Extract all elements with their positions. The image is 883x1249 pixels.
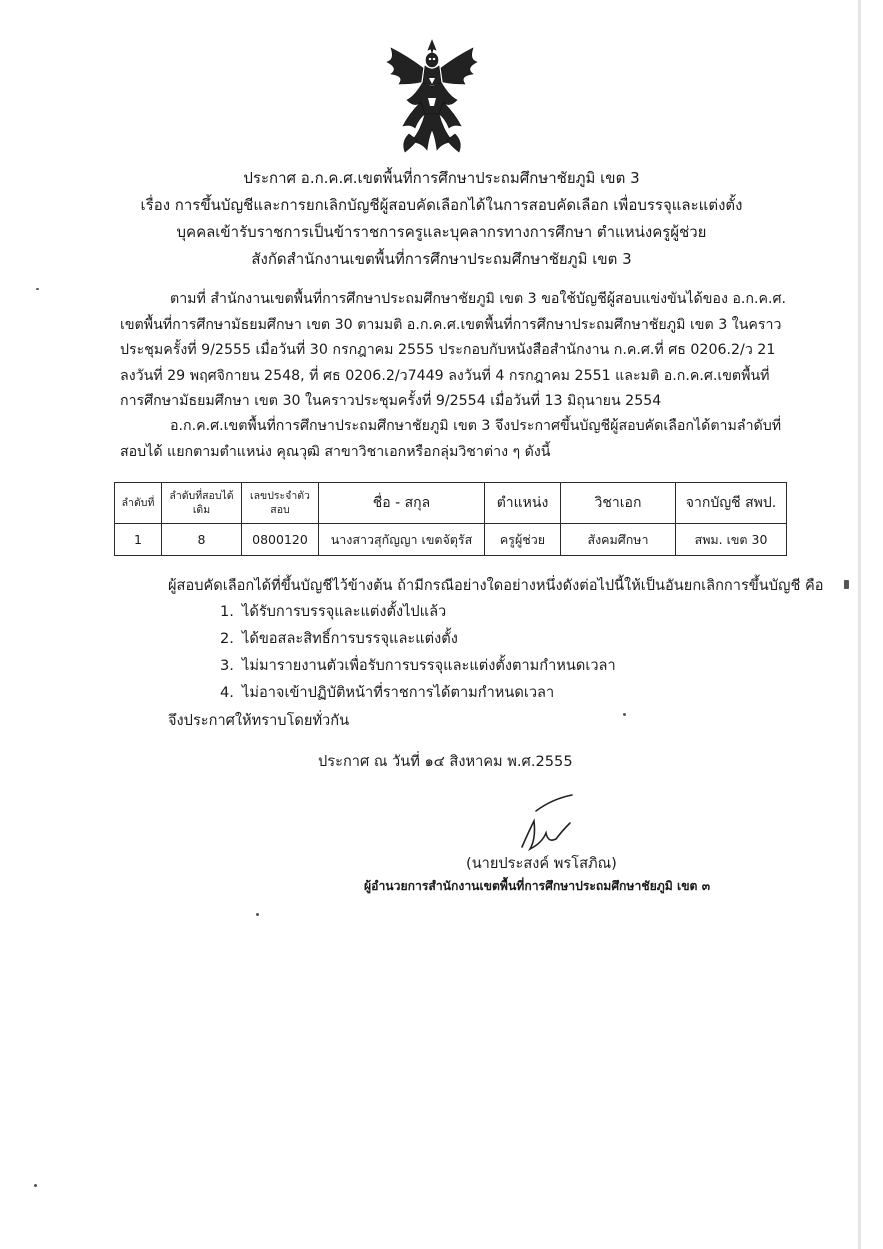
cell-name: นางสาวสุกัญญา เขตจัตุรัส <box>319 524 485 556</box>
body-paragraph-2 <box>120 414 800 465</box>
signer-title: ผู้อำนวยการสำนักงานเขตพื้นที่การศึกษาประถมศึกษาชัยภูมิ เขต ๓ <box>364 879 711 893</box>
cell-source-list: สพม. เขต 30 <box>676 524 787 556</box>
announcement-date: ประกาศ ณ วันที่ ๑๔ สิงหาคม พ.ศ.2555 <box>318 753 573 770</box>
scan-speck <box>623 713 626 716</box>
garuda-emblem-icon <box>381 38 483 156</box>
conditions-intro: ผู้สอบคัดเลือกได้ที่ขึ้นบัญชีไว้ข้างต้น ถ้ามีกรณีอย่างใดอย่างหนึ่งดังต่อไปนี้ให้เป็นอันยกเลิกการขึ้นบัญชี คือ <box>168 577 824 594</box>
cell-major: สังคมศึกษา <box>561 524 676 556</box>
cell-original-rank: 8 <box>162 524 242 556</box>
condition-number: 4. <box>220 684 234 701</box>
scan-speck <box>36 288 39 290</box>
condition-text: ไม่มารายงานตัวเพื่อรับการบรรจุและแต่งตั้งตามกำหนดเวลา <box>242 657 616 674</box>
paragraph-line: ตามที่ สำนักงานเขตพื้นที่การศึกษาประถมศึกษาชัยภูมิ เขต 3 ขอใช้บัญชีผู้สอบแข่งขันได้ของ อ.ก.ค.ศ. <box>170 291 787 307</box>
announcement-subject-line2: บุคคลเข้ารับราชการเป็นข้าราชการครูและบุคลากรทางการศึกษา ตำแหน่งครูผู้ช่วย <box>176 223 707 241</box>
col-header-order: ลำดับที่ <box>115 483 162 524</box>
condition-text: ได้ขอสละสิทธิ์การบรรจุและแต่งตั้ง <box>242 630 458 647</box>
paragraph-line: ลงวันที่ 29 พฤศจิกายน 2548, ที่ ศธ 0206.2/ว7449 ลงวันที่ 4 กรกฎาคม 2551 และมติ อ.ก.ค.ศ.เขตพื้นที่ <box>120 367 770 384</box>
condition-number: 1. <box>220 603 234 620</box>
col-header-major: วิชาเอก <box>561 483 676 524</box>
paragraph-line: สอบได้ แยกตามตำแหน่ง คุณวุฒิ สาขาวิชาเอกหรือกลุ่มวิชาต่าง ๆ ดังนี้ <box>120 443 551 460</box>
condition-item <box>220 600 446 623</box>
paragraph-line: อ.ก.ค.ศ.เขตพื้นที่การศึกษาประถมศึกษาชัยภูมิ เขต 3 จึงประกาศขึ้นบัญชีผู้สอบคัดเลือกได้ตามลำดับที่ <box>170 418 782 434</box>
condition-item <box>220 627 458 650</box>
condition-text: ได้รับการบรรจุและแต่งตั้งไปแล้ว <box>242 603 447 620</box>
paragraph-line: การศึกษามัธยมศึกษา เขต 30 ในคราวประชุมครั้งที่ 9/2554 เมื่อวันที่ 13 มิถุนายน 2554 <box>120 393 662 409</box>
body-paragraph-1 <box>120 287 800 415</box>
condition-number: 3. <box>220 657 234 674</box>
condition-item <box>220 654 616 677</box>
page-edge-shadow <box>858 0 861 1249</box>
scan-speck <box>256 913 259 916</box>
cell-position: ครูผู้ช่วย <box>485 524 561 556</box>
announcement-subject-line3: สังกัดสำนักงานเขตพื้นที่การศึกษาประถมศึกษาชัยภูมิ เขต 3 <box>251 250 632 268</box>
announcement-title: ประกาศ อ.ก.ค.ศ.เขตพื้นที่การศึกษาประถมศึกษาชัยภูมิ เขต 3 <box>243 169 640 187</box>
col-header-name: ชื่อ - สกุล <box>319 483 485 524</box>
condition-text: ไม่อาจเข้าปฏิบัติหน้าที่ราชการได้ตามกำหนดเวลา <box>242 684 555 701</box>
paragraph-line: เขตพื้นที่การศึกษามัธยมศึกษา เขต 30 ตามมติ อ.ก.ค.ศ.เขตพื้นที่การศึกษาประถมศึกษาชัยภูมิ เขต 3 ในคราว <box>120 316 782 333</box>
closing-statement: จึงประกาศให้ทราบโดยทั่วกัน <box>168 712 350 729</box>
signer-name: (นายประสงค์ พรโสภิณ) <box>466 855 617 872</box>
cell-exam-id: 0800120 <box>242 524 319 556</box>
table-header-row <box>115 483 787 524</box>
scan-speck <box>844 580 849 589</box>
col-header-exam-id: เลขประจำตัวสอบ <box>242 483 319 524</box>
announcement-subject: เรื่อง การขึ้นบัญชีและการยกเลิกบัญชีผู้สอบคัดเลือกได้ในการสอบคัดเลือก เพื่อบรรจุและแต่งตั้ง <box>140 196 743 214</box>
table-row <box>115 524 787 556</box>
condition-item <box>220 681 554 704</box>
handwritten-signature <box>512 793 576 855</box>
col-header-source-list: จากบัญชี สพป. <box>676 483 787 524</box>
paragraph-line: ประชุมครั้งที่ 9/2555 เมื่อวันที่ 30 กรกฎาคม 2555 ประกอบกับหนังสือสำนักงาน ก.ค.ศ.ที่ ศธ 0206.2/ว 21 <box>120 342 776 358</box>
condition-number: 2. <box>220 630 234 647</box>
col-header-position: ตำแหน่ง <box>485 483 561 524</box>
col-header-original-rank: ลำดับที่สอบได้เดิม <box>162 483 242 524</box>
candidate-table <box>114 482 787 556</box>
cell-order: 1 <box>115 524 162 556</box>
scan-speck <box>34 1184 37 1187</box>
